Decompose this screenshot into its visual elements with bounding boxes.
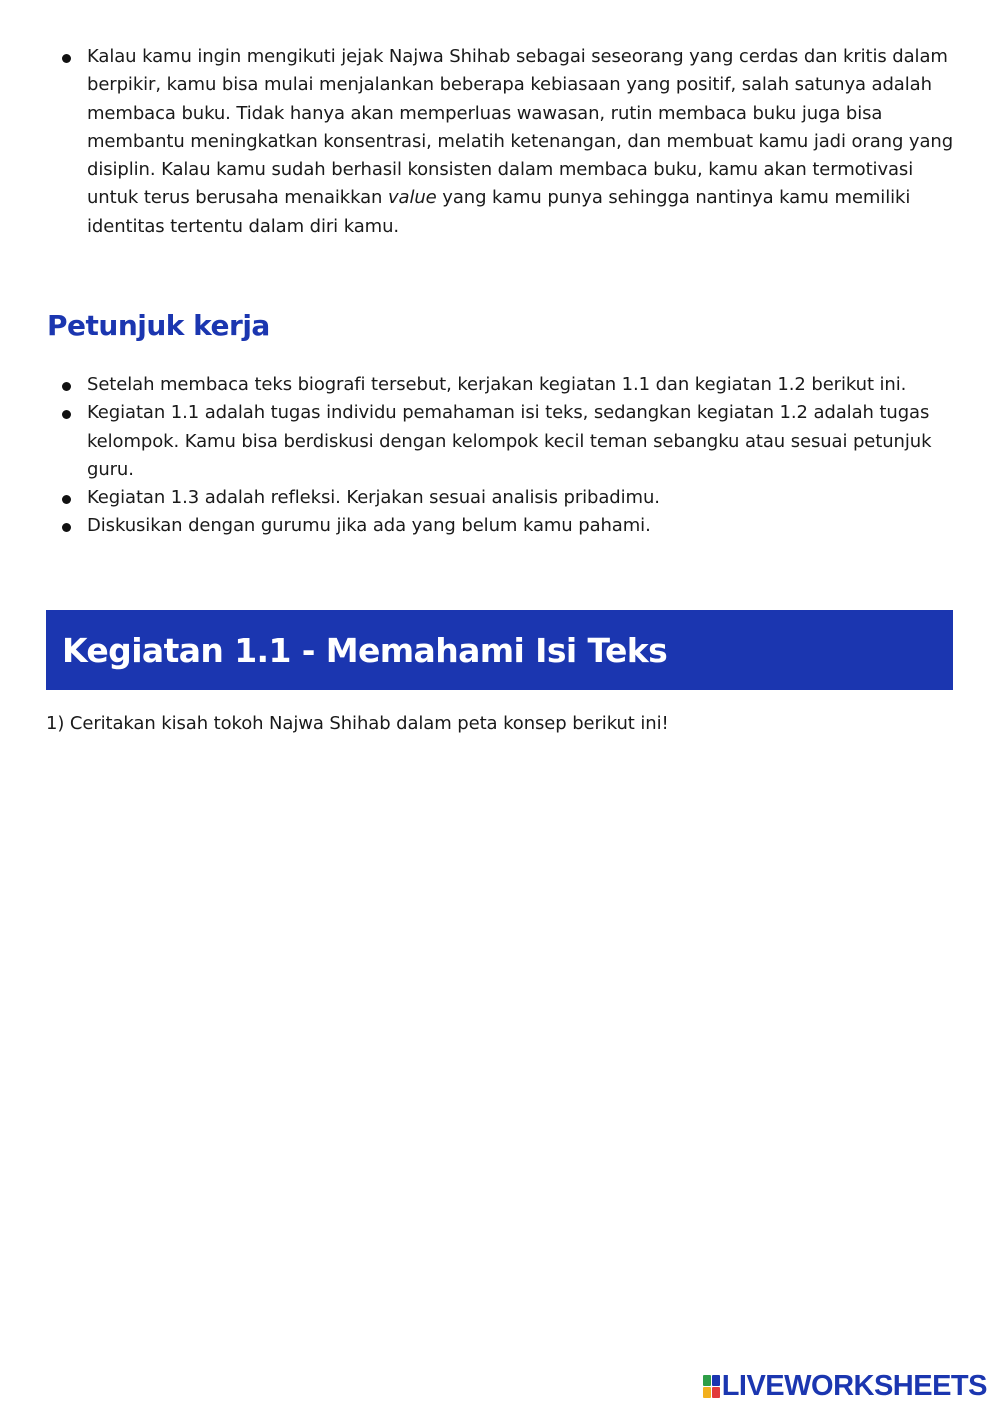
- instruction-item: Setelah membaca teks biografi tersebut, kerjakan kegiatan 1.1 dan kegiatan 1.2 berikut ini.: [60, 371, 955, 399]
- activity-question: 1) Ceritakan kisah tokoh Najwa Shihab dalam peta konsep berikut ini!: [46, 713, 669, 734]
- brand-text: LIVEWORKSHEETS: [721, 1370, 987, 1402]
- logo-tile-blue: [712, 1375, 720, 1386]
- liveworksheets-logo-icon: [703, 1375, 720, 1398]
- logo-tile-red: [712, 1387, 720, 1398]
- logo-tile-yellow: [703, 1387, 711, 1398]
- intro-text-before: Kalau kamu ingin mengikuti jejak Najwa Shihab sebagai seseorang yang cerdas dan kritis dalam berpikir, kamu bisa mulai menjalankan beberapa kebiasaan yang positif, salah satunya adalah membaca buku. Tidak hanya akan memperluas wawasan, rutin membaca buku juga bisa membantu meningkatkan konsentrasi, melatih ketenangan, dan membuat kamu jadi orang yang disiplin. Kalau kamu sudah berhasil konsisten dalam membaca buku, kamu akan termotivasi untuk terus berusaha menaikkan: [87, 46, 954, 209]
- instructions-bullet-list: [60, 371, 955, 541]
- instruction-item: Diskusikan dengan gurumu jika ada yang belum kamu pahami.: [60, 512, 955, 540]
- intro-bullet-list: [60, 43, 955, 241]
- instruction-item: Kegiatan 1.3 adalah refleksi. Kerjakan sesuai analisis pribadimu.: [60, 484, 955, 512]
- intro-paragraph-item: [60, 43, 955, 241]
- activity-title: Kegiatan 1.1 - Memahami Isi Teks: [62, 630, 668, 670]
- instruction-item: Kegiatan 1.1 adalah tugas individu pemahaman isi teks, sedangkan kegiatan 1.2 adalah tugas kelompok. Kamu bisa berdiskusi dengan kelompok kecil teman sebangku atau sesuai petunjuk guru.: [60, 399, 955, 484]
- liveworksheets-brand: [703, 1370, 987, 1403]
- intro-text-after: yang kamu punya sehingga nantinya kamu memiliki identitas tertentu dalam diri kamu.: [87, 187, 911, 237]
- logo-tile-green: [703, 1375, 711, 1386]
- activity-banner: [46, 610, 953, 690]
- intro-text-emphasis: value: [387, 187, 437, 209]
- instructions-heading: Petunjuk kerja: [47, 309, 270, 342]
